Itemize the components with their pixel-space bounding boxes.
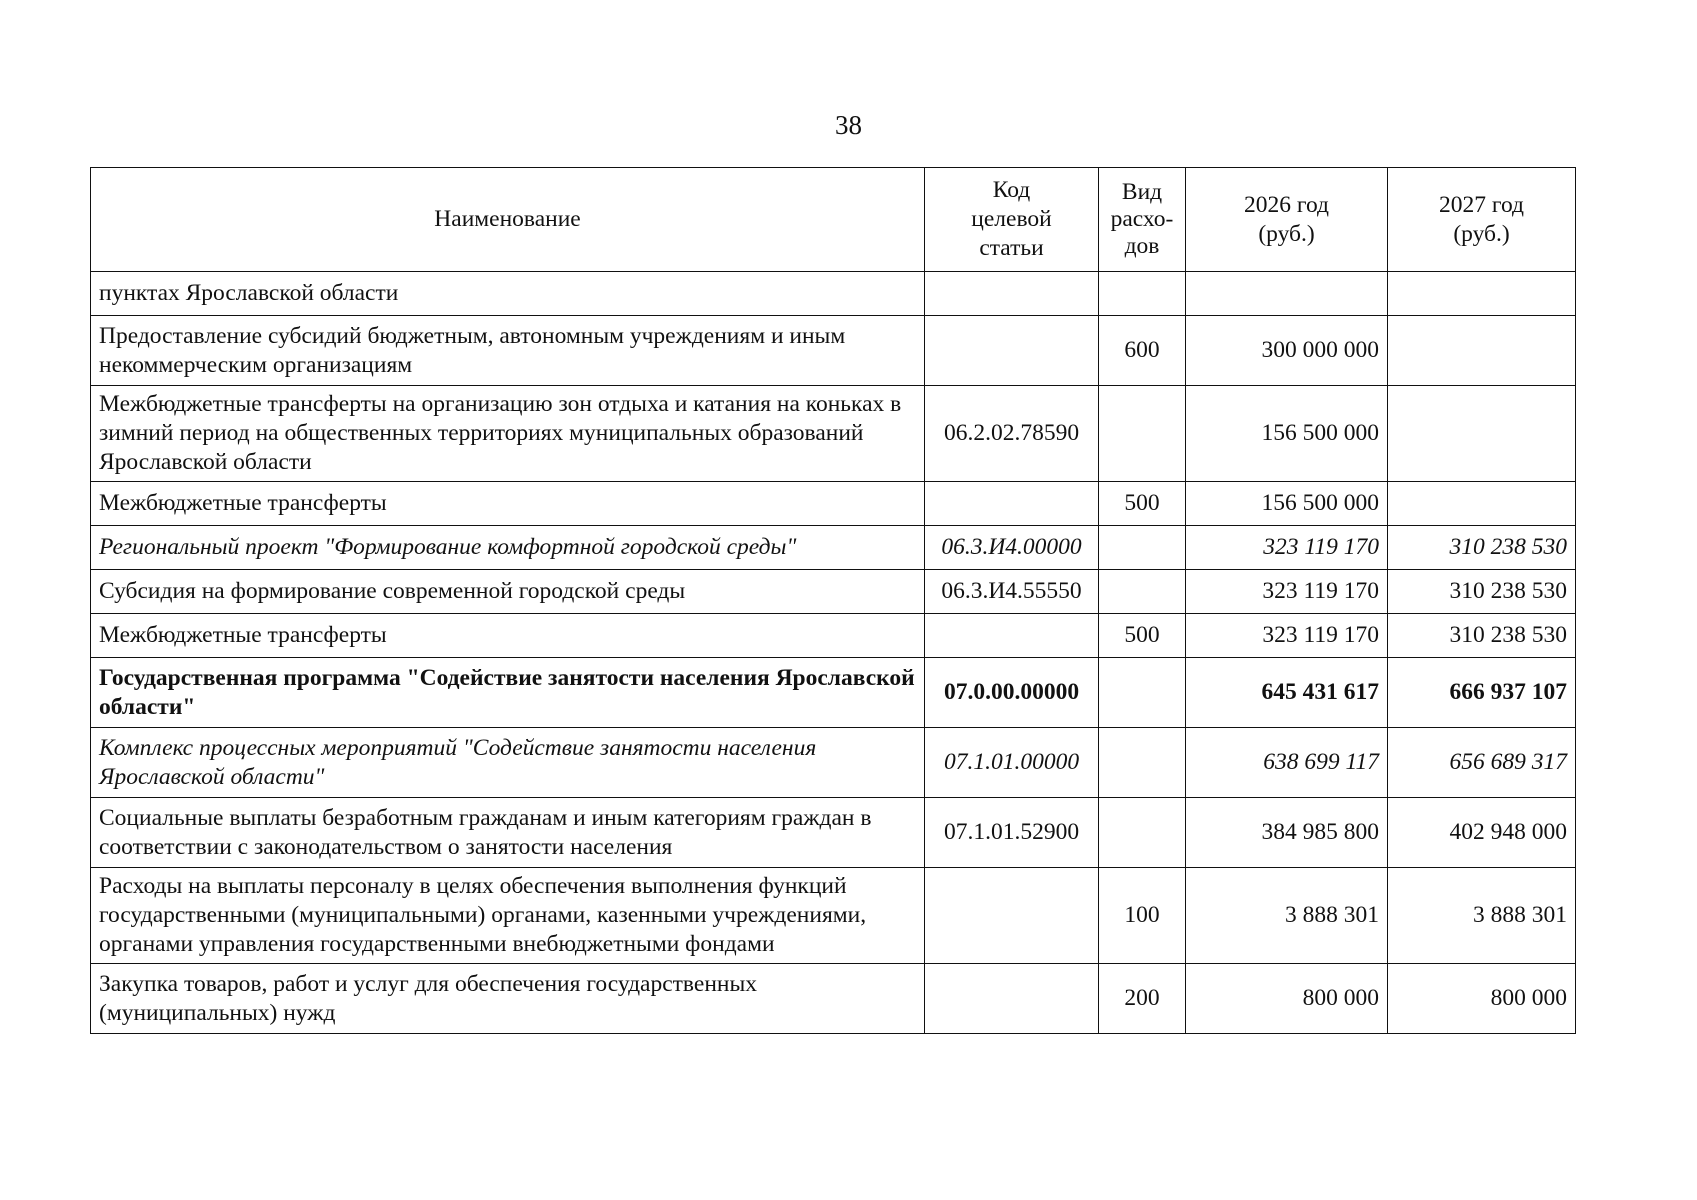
- row-2027-cell: 800 000: [1388, 964, 1576, 1034]
- row-vid-cell: 100: [1099, 868, 1186, 964]
- row-2026-cell: 300 000 000: [1186, 316, 1388, 386]
- header-2026-label: 2026 год (руб.): [1244, 191, 1329, 247]
- row-2027-cell: 666 937 107: [1388, 658, 1576, 728]
- row-2026-cell: 384 985 800: [1186, 798, 1388, 868]
- row-name-cell: Региональный проект "Формирование комфортной городской среды": [91, 526, 925, 570]
- header-code-label: Код целевой статьи: [971, 177, 1052, 261]
- row-vid-cell: [1099, 658, 1186, 728]
- header-vid: [1099, 168, 1186, 272]
- row-2027-cell: 310 238 530: [1388, 526, 1576, 570]
- row-code-cell: 06.2.02.78590: [925, 386, 1099, 482]
- row-vid-cell: 500: [1099, 482, 1186, 526]
- table-row: [91, 798, 1576, 868]
- row-2027-cell: 310 238 530: [1388, 614, 1576, 658]
- row-code-cell: [925, 964, 1099, 1034]
- row-code-cell: [925, 868, 1099, 964]
- row-2026-cell: 645 431 617: [1186, 658, 1388, 728]
- row-code-cell: [925, 614, 1099, 658]
- table-row: [91, 964, 1576, 1034]
- row-vid-cell: 200: [1099, 964, 1186, 1034]
- row-2027-cell: 402 948 000: [1388, 798, 1576, 868]
- page-number: 38: [835, 110, 862, 140]
- row-2027-cell: [1388, 386, 1576, 482]
- row-code-cell: [925, 272, 1099, 316]
- table-row: [91, 316, 1576, 386]
- row-2026-cell: 800 000: [1186, 964, 1388, 1034]
- row-2026-cell: [1186, 272, 1388, 316]
- row-vid-cell: [1099, 386, 1186, 482]
- row-name-cell: пунктах Ярославской области: [91, 272, 925, 316]
- table-row: [91, 614, 1576, 658]
- table-row: [91, 728, 1576, 798]
- row-name-cell: Субсидия на формирование современной городской среды: [91, 570, 925, 614]
- header-2027: [1388, 168, 1576, 272]
- row-2026-cell: 323 119 170: [1186, 570, 1388, 614]
- row-name-cell: Расходы на выплаты персоналу в целях обеспечения выполнения функций государственными (муниципальными) органами, казенными учреждениями, органами управления государственными внебюджетными фондами: [91, 868, 925, 964]
- row-2026-cell: 323 119 170: [1186, 526, 1388, 570]
- row-code-cell: 06.3.И4.00000: [925, 526, 1099, 570]
- row-vid-cell: 600: [1099, 316, 1186, 386]
- row-name-cell: Межбюджетные трансферты: [91, 614, 925, 658]
- row-name-cell: Предоставление субсидий бюджетным, автономным учреждениям и иным некоммерческим организациям: [91, 316, 925, 386]
- row-name-cell: Межбюджетные трансферты на организацию зон отдыха и катания на коньках в зимний период на общественных территориях муниципальных образований Ярославской области: [91, 386, 925, 482]
- row-vid-cell: [1099, 272, 1186, 316]
- row-code-cell: [925, 316, 1099, 386]
- table-header-row: [91, 168, 1576, 272]
- row-code-cell: [925, 482, 1099, 526]
- row-name-cell: Закупка товаров, работ и услуг для обеспечения государственных (муниципальных) нужд: [91, 964, 925, 1034]
- row-2027-cell: [1388, 482, 1576, 526]
- row-vid-cell: [1099, 798, 1186, 868]
- row-name-cell: Комплекс процессных мероприятий "Содействие занятости населения Ярославской области": [91, 728, 925, 798]
- row-name-cell: Государственная программа "Содействие занятости населения Ярославской области": [91, 658, 925, 728]
- row-code-cell: 07.1.01.52900: [925, 798, 1099, 868]
- row-2026-cell: 156 500 000: [1186, 386, 1388, 482]
- header-code: [925, 168, 1099, 272]
- table-body: [91, 272, 1576, 1034]
- row-2026-cell: 638 699 117: [1186, 728, 1388, 798]
- table-row: [91, 658, 1576, 728]
- table-row: [91, 868, 1576, 964]
- row-code-cell: 07.0.00.00000: [925, 658, 1099, 728]
- row-2027-cell: [1388, 316, 1576, 386]
- row-name-cell: Социальные выплаты безработным гражданам и иным категориям граждан в соответствии с законодательством о занятости населения: [91, 798, 925, 868]
- row-name-cell: Межбюджетные трансферты: [91, 482, 925, 526]
- row-code-cell: 07.1.01.00000: [925, 728, 1099, 798]
- header-2026: [1186, 168, 1388, 272]
- row-2027-cell: 3 888 301: [1388, 868, 1576, 964]
- table-row: [91, 272, 1576, 316]
- row-vid-cell: 500: [1099, 614, 1186, 658]
- table-row: [91, 482, 1576, 526]
- header-name: Наименование: [91, 168, 925, 272]
- row-2027-cell: 310 238 530: [1388, 570, 1576, 614]
- row-2027-cell: 656 689 317: [1388, 728, 1576, 798]
- table-row: [91, 386, 1576, 482]
- row-vid-cell: [1099, 728, 1186, 798]
- row-2026-cell: 3 888 301: [1186, 868, 1388, 964]
- row-2027-cell: [1388, 272, 1576, 316]
- table-row: [91, 570, 1576, 614]
- row-2026-cell: 323 119 170: [1186, 614, 1388, 658]
- row-vid-cell: [1099, 526, 1186, 570]
- header-2027-label: 2027 год (руб.): [1439, 191, 1524, 247]
- table-row: [91, 526, 1576, 570]
- row-vid-cell: [1099, 570, 1186, 614]
- row-code-cell: 06.3.И4.55550: [925, 570, 1099, 614]
- header-vid-label: Вид расхо-дов: [1110, 179, 1174, 259]
- row-2026-cell: 156 500 000: [1186, 482, 1388, 526]
- budget-table: [90, 167, 1576, 1034]
